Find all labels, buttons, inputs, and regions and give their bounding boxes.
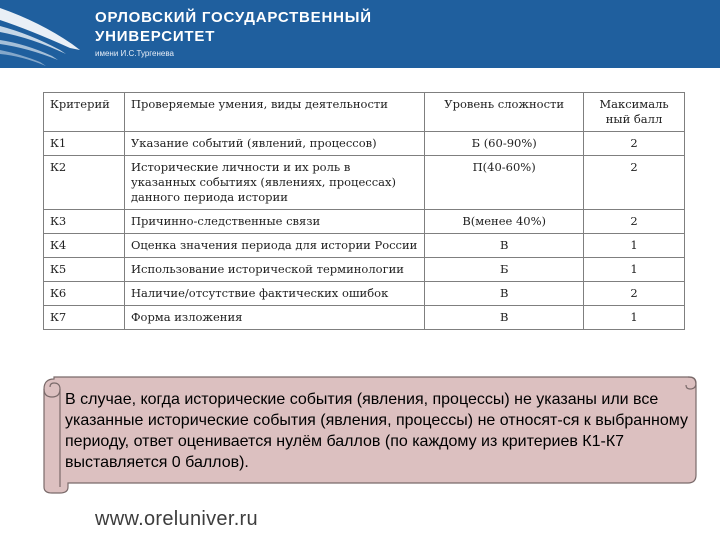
- header-cell-skills: Проверяемые умения, виды деятельности: [124, 93, 424, 132]
- note-text: В случае, когда исторические события (явления, процессы) не указаны или все указанные исторические события (явления, процессы) не относят-ся к выбранному периоду, ответ оценивается нулём баллов (по каждому из критериев К1-К7 выставляется 0 баллов).: [65, 391, 688, 471]
- header-cell-max-score: Максималь ный балл: [584, 93, 685, 132]
- table-header-row: [44, 93, 685, 132]
- criterion-max-score: 1: [584, 306, 685, 330]
- table-row: [44, 234, 685, 258]
- criterion-difficulty: Б (60-90%): [425, 132, 584, 156]
- criterion-description: Оценка значения периода для истории России: [124, 234, 424, 258]
- criterion-max-score: 2: [584, 156, 685, 210]
- header-cell-criterion: Критерий: [44, 93, 125, 132]
- criterion-code: К5: [44, 258, 125, 282]
- criterion-code: К1: [44, 132, 125, 156]
- criterion-difficulty: Б: [425, 258, 584, 282]
- header-banner: [0, 0, 720, 68]
- table-row: [44, 210, 685, 234]
- criterion-max-score: 1: [584, 258, 685, 282]
- criterion-max-score: 2: [584, 132, 685, 156]
- header-cell-difficulty: Уровень сложности: [425, 93, 584, 132]
- criterion-max-score: 1: [584, 234, 685, 258]
- criterion-code: К4: [44, 234, 125, 258]
- university-name-line3: имени И.С.Тургенева: [95, 49, 174, 58]
- criterion-description: Наличие/отсутствие фактических ошибок: [124, 282, 424, 306]
- criterion-description: Причинно-следственные связи: [124, 210, 424, 234]
- table-row: [44, 306, 685, 330]
- criterion-description: Использование исторической терминологии: [124, 258, 424, 282]
- table-row: [44, 258, 685, 282]
- criterion-description: Форма изложения: [124, 306, 424, 330]
- table-row: [44, 132, 685, 156]
- table-row: [44, 156, 685, 210]
- criterion-difficulty: П(40-60%): [425, 156, 584, 210]
- table-row: [44, 282, 685, 306]
- criterion-code: К3: [44, 210, 125, 234]
- criterion-description: Исторические личности и их роль в указанных событиях (явлениях, процессах) данного периода истории: [124, 156, 424, 210]
- criterion-code: К6: [44, 282, 125, 306]
- university-name-line1: ОРЛОВСКИЙ ГОСУДАРСТВЕННЫЙ: [95, 9, 372, 26]
- criterion-difficulty: В: [425, 282, 584, 306]
- criterion-max-score: 2: [584, 282, 685, 306]
- criterion-difficulty: В: [425, 306, 584, 330]
- criterion-difficulty: В: [425, 234, 584, 258]
- university-name-line2: УНИВЕРСИТЕТ: [95, 28, 216, 45]
- criterion-max-score: 2: [584, 210, 685, 234]
- criterion-difficulty: В(менее 40%): [425, 210, 584, 234]
- criteria-table: [43, 92, 685, 330]
- criterion-code: К2: [44, 156, 125, 210]
- footer-url: www.oreluniver.ru: [95, 508, 258, 530]
- bird-logo-icon: [0, 0, 90, 68]
- criterion-description: Указание событий (явлений, процессов): [124, 132, 424, 156]
- criterion-code: К7: [44, 306, 125, 330]
